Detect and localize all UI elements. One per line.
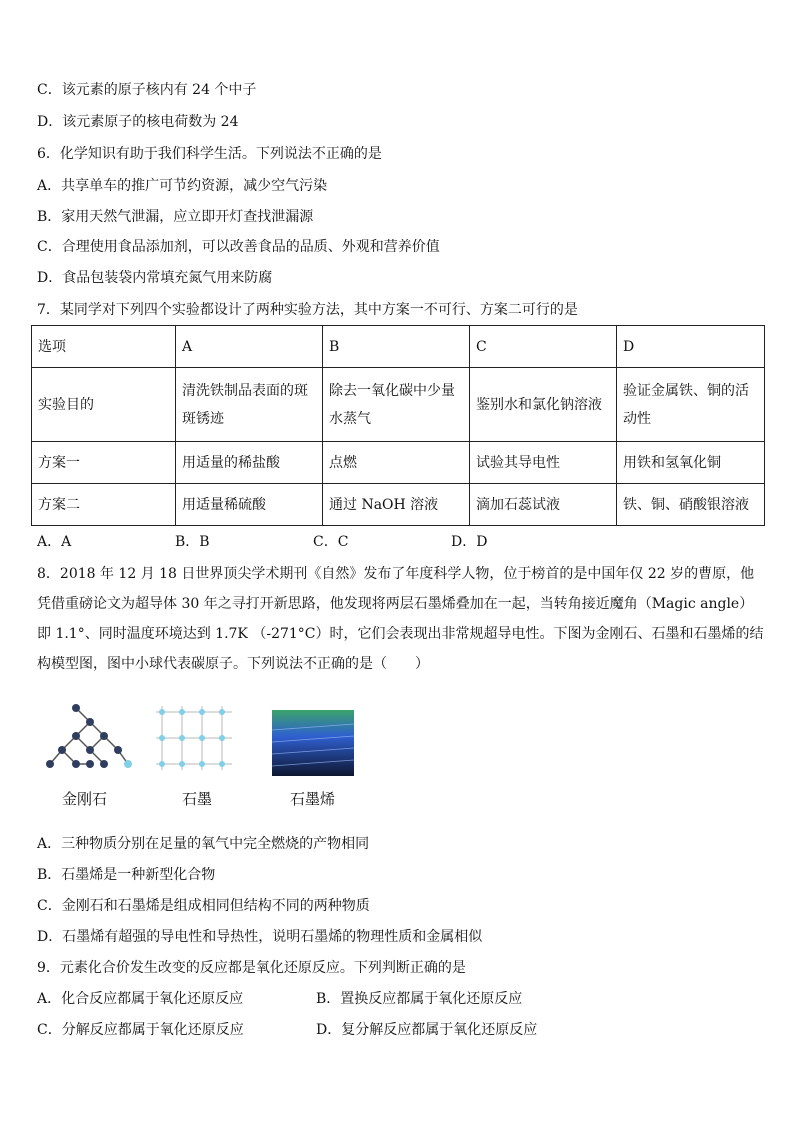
table-cell: 清洗铁制品表面的斑斑锈迹: [176, 368, 323, 442]
question-6-option-c: C．合理使用食品添加剂，可以改善食品的品质、外观和营养价值: [37, 239, 440, 255]
question-7-option-d: D．D: [451, 534, 488, 550]
question-8-stem: 8．2018 年 12 月 18 日世界顶尖学术期刊《自然》发布了年度科学人物，位于榜首的是中国年仅 22 岁的曹原，他凭借重磅论文为超导体 30 年之寻打开新思路，他发现将两层石墨烯叠加在一起，当转角接近魔角（Magic angle）即 1.1°、同时温度环境达到 1.7K （-271°C）时，它们会表现出非常规超导电性。下图为金刚石、石墨和石墨烯的结构模型图，图中小球代表碳原子。下列说法不正确的是（ ）: [37, 566, 764, 672]
table-cell: 滴加石蕊试液: [470, 484, 617, 526]
table-cell: 用适量的稀盐酸: [176, 442, 323, 484]
table-cell: 选项: [32, 326, 176, 368]
graphite-structure-image: [152, 700, 238, 776]
table-cell: 点燃: [323, 442, 470, 484]
table-cell: 实验目的: [32, 368, 176, 442]
graphene-structure-image: [272, 710, 354, 776]
graphene-caption: 石墨烯: [290, 790, 336, 808]
question-7-option-a: A．A: [37, 534, 72, 550]
question-9-option-b: B．置换反应都属于氧化还原反应: [316, 991, 523, 1007]
table-header-row: [32, 326, 765, 368]
table-cell: C: [470, 326, 617, 368]
question-8-option-d: D．石墨烯有超强的导电性和导热性，说明石墨烯的物理性质和金属相似: [37, 929, 483, 945]
question-9-option-a: A．化合反应都属于氧化还原反应: [37, 991, 244, 1007]
table-cell: 通过 NaOH 溶液: [323, 484, 470, 526]
table-cell: 鉴别水和氯化钠溶液: [470, 368, 617, 442]
experiment-table: [31, 325, 765, 526]
table-cell: 用铁和氢氧化铜: [617, 442, 765, 484]
question-6-stem: 6．化学知识有助于我们科学生活。下列说法不正确的是: [37, 146, 382, 162]
question-9-option-c: C．分解反应都属于氧化还原反应: [37, 1022, 244, 1038]
question-6-option-b: B．家用天然气泄漏，应立即开灯查找泄漏源: [37, 209, 314, 225]
table-cell: D: [617, 326, 765, 368]
graphite-caption: 石墨: [182, 790, 213, 808]
question-9-stem: 9．元素化合价发生改变的反应都是氧化还原反应。下列判断正确的是: [37, 960, 466, 976]
diamond-caption: 金刚石: [62, 790, 108, 808]
table-cell: A: [176, 326, 323, 368]
question-8-option-c: C．金刚石和石墨烯是组成相同但结构不同的两种物质: [37, 898, 370, 914]
question-7-option-c: C．C: [313, 534, 349, 550]
table-cell: 验证金属铁、铜的活动性: [617, 368, 765, 442]
table-cell: B: [323, 326, 470, 368]
table-row: [32, 484, 765, 526]
table-cell: 除去一氧化碳中少量水蒸气: [323, 368, 470, 442]
question-5-option-d: D．该元素原子的核电荷数为 24: [37, 114, 239, 130]
table-row: [32, 442, 765, 484]
question-7-option-b: B．B: [175, 534, 210, 550]
question-9-option-d: D．复分解反应都属于氧化还原反应: [316, 1022, 538, 1038]
diamond-structure-image: [40, 700, 135, 780]
table-cell: 方案二: [32, 484, 176, 526]
question-8-option-b: B．石墨烯是一种新型化合物: [37, 867, 216, 883]
table-cell: 用适量稀硫酸: [176, 484, 323, 526]
question-6-option-d: D．食品包装袋内常填充氮气用来防腐: [37, 270, 273, 286]
table-cell: 铁、铜、硝酸银溶液: [617, 484, 765, 526]
question-8-option-a: A．三种物质分别在足量的氧气中完全燃烧的产物相同: [37, 836, 370, 852]
table-cell: 试验其导电性: [470, 442, 617, 484]
question-5-option-c: C．该元素的原子核内有 24 个中子: [37, 82, 257, 98]
question-6-option-a: A．共享单车的推广可节约资源，减少空气污染: [37, 178, 328, 194]
question-7-options: [37, 532, 589, 552]
table-row: [32, 368, 765, 442]
table-cell: 方案一: [32, 442, 176, 484]
question-7-stem: 7．某同学对下列四个实验都设计了两种实验方法，其中方案一不可行、方案二可行的是: [37, 302, 578, 318]
